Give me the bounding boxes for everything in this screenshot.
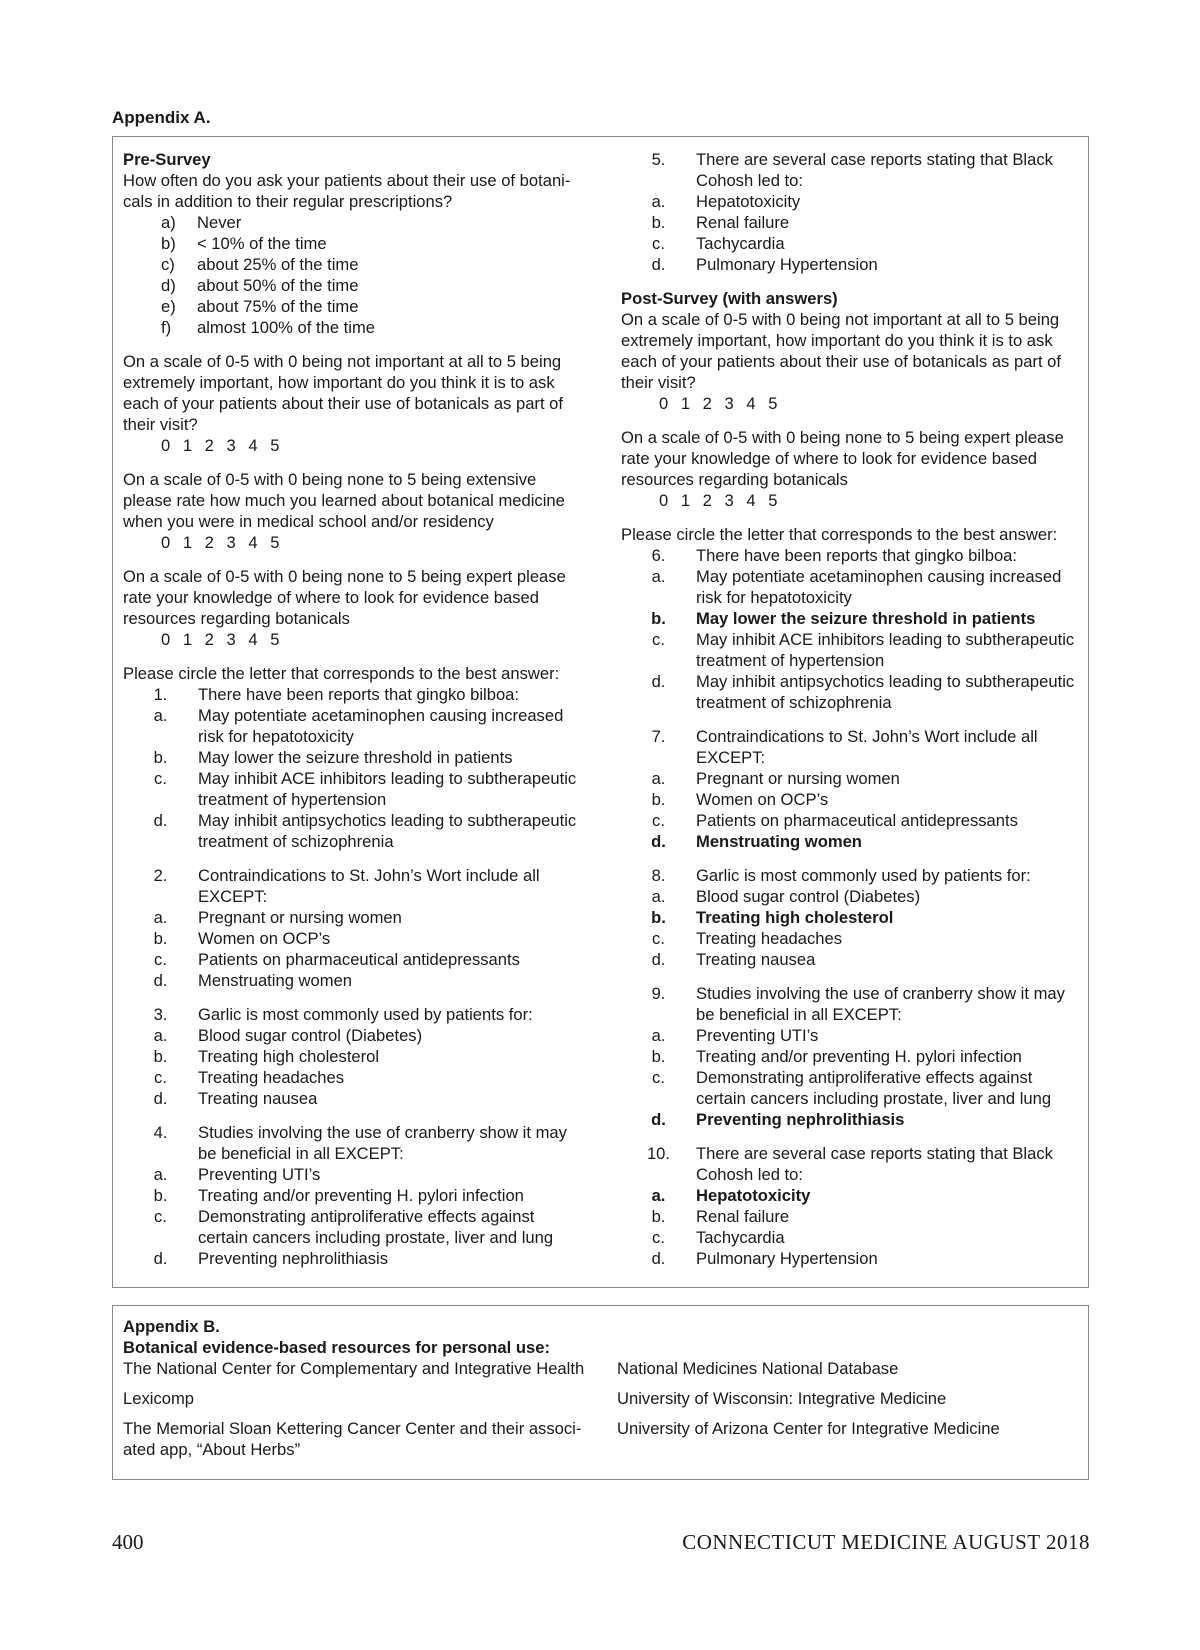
question bbox=[621, 726, 1076, 768]
resources-left bbox=[123, 1316, 593, 1469]
answer-letter: a. bbox=[651, 1186, 666, 1205]
resource-item: The National Center for Complementary and Integrative Health bbox=[123, 1359, 585, 1378]
answer-letter: b. bbox=[651, 609, 666, 628]
answer-option bbox=[621, 1046, 1076, 1067]
question bbox=[621, 1143, 1076, 1185]
importance-question: On a scale of 0-5 with 0 being not important at all to 5 being extremely important, how important do you think it is to ask each of your patients about their use of botanicals as part of their visit? bbox=[621, 310, 1062, 392]
answer-letter: a. bbox=[651, 887, 666, 906]
rating-scale: 0 1 2 3 4 5 bbox=[161, 630, 280, 649]
answer-letter: b. bbox=[153, 1186, 168, 1205]
answer-letter: b. bbox=[153, 929, 168, 948]
frequency-options bbox=[123, 212, 578, 338]
answer-option bbox=[621, 1227, 1076, 1248]
answer-text: Blood sugar control (Diabetes) bbox=[198, 1026, 423, 1045]
question-text: There are several case reports stating that Black Cohosh led to: bbox=[696, 1144, 1053, 1184]
answer-text: Renal failure bbox=[696, 1207, 790, 1226]
answer-option bbox=[621, 1067, 1076, 1109]
answer-letter: a. bbox=[153, 1026, 168, 1045]
question-list bbox=[621, 545, 1076, 1269]
question bbox=[621, 149, 1076, 191]
answer-text: Tachycardia bbox=[696, 234, 785, 253]
question bbox=[621, 545, 1076, 566]
answer-text: Treating headaches bbox=[198, 1068, 345, 1087]
appendix-a-box bbox=[112, 136, 1089, 1288]
answer-letter: b. bbox=[651, 790, 666, 809]
answer-letter: c. bbox=[652, 929, 665, 948]
correct-answer bbox=[621, 608, 1076, 629]
question-number: 2. bbox=[153, 866, 168, 885]
question bbox=[123, 1004, 578, 1025]
answer-text: Hepatotoxicity bbox=[696, 1186, 811, 1205]
answer-letter: c. bbox=[652, 630, 665, 649]
appendix-a-title: Appendix A. bbox=[112, 108, 211, 127]
answer-text: Preventing UTI’s bbox=[696, 1026, 819, 1045]
resource-item: University of Wisconsin: Integrative Medicine bbox=[617, 1389, 947, 1408]
learning-question: On a scale of 0-5 with 0 being none to 5 being extensive please rate how much you learned about botanical medicine when you were in medical school and/or residency bbox=[123, 470, 565, 531]
answer-option bbox=[621, 566, 1076, 608]
answer-option bbox=[621, 1206, 1076, 1227]
question-text: Garlic is most commonly used by patients for: bbox=[696, 866, 1031, 885]
answer-letter: d. bbox=[651, 1110, 666, 1129]
question-number: 4. bbox=[153, 1123, 168, 1142]
question-number: 9. bbox=[651, 984, 666, 1003]
answer-letter: d. bbox=[651, 1249, 666, 1268]
knowledge-question: On a scale of 0-5 with 0 being none to 5 being expert please rate your knowledge of where to look for evidence based resources regarding botanicals bbox=[621, 428, 1064, 489]
answer-letter: c. bbox=[154, 950, 167, 969]
answer-text: Demonstrating antiproliferative effects against certain cancers including prostate, liver and lung bbox=[696, 1068, 1052, 1108]
answer-text: Menstruating women bbox=[198, 971, 353, 990]
answer-letter: b. bbox=[651, 908, 666, 927]
answer-letter: a. bbox=[153, 908, 168, 927]
answer-text: Treating high cholesterol bbox=[198, 1047, 380, 1066]
answer-text: Treating nausea bbox=[696, 950, 816, 969]
answer-option bbox=[123, 1164, 578, 1185]
question bbox=[621, 983, 1076, 1025]
answer-letter: c. bbox=[154, 1068, 167, 1087]
answer-option bbox=[621, 886, 1076, 907]
answer-option bbox=[123, 1248, 578, 1269]
question-number: 6. bbox=[651, 546, 666, 565]
answer-text: Pulmonary Hypertension bbox=[696, 1249, 878, 1268]
answer-option bbox=[123, 907, 578, 928]
answer-text: Patients on pharmaceutical antidepressants bbox=[696, 811, 1018, 830]
answer-option bbox=[123, 1185, 578, 1206]
correct-answer bbox=[621, 831, 1076, 852]
answer-text: Pulmonary Hypertension bbox=[696, 255, 878, 274]
answer-text: May inhibit antipsychotics leading to subtherapeutic treatment of schizophrenia bbox=[696, 672, 1075, 712]
list-item: b) < 10% of the time bbox=[161, 234, 327, 253]
answer-option bbox=[123, 810, 578, 852]
rating-scale: 0 1 2 3 4 5 bbox=[659, 394, 778, 413]
question bbox=[123, 684, 578, 705]
answer-text: Treating nausea bbox=[198, 1089, 318, 1108]
answer-letter: c. bbox=[652, 1068, 665, 1087]
post-survey-heading: Post-Survey (with answers) bbox=[621, 289, 838, 308]
answer-option bbox=[621, 810, 1076, 831]
answer-text: Pregnant or nursing women bbox=[198, 908, 402, 927]
answer-text: Treating and/or preventing H. pylori infection bbox=[696, 1047, 1022, 1066]
answer-text: May lower the seizure threshold in patients bbox=[696, 609, 1036, 628]
answer-option bbox=[621, 1248, 1076, 1269]
question-text: Studies involving the use of cranberry show it may be beneficial in all EXCEPT: bbox=[696, 984, 1065, 1024]
answer-option bbox=[123, 1025, 578, 1046]
answer-letter: b. bbox=[153, 748, 168, 767]
answer-letter: b. bbox=[651, 1047, 666, 1066]
pre-survey-heading: Pre-Survey bbox=[123, 150, 211, 169]
answer-text: May inhibit ACE inhibitors leading to subtherapeutic treatment of hypertension bbox=[198, 769, 577, 809]
answer-letter: c. bbox=[154, 1207, 167, 1226]
answer-text: Women on OCP’s bbox=[198, 929, 331, 948]
answer-option bbox=[123, 1046, 578, 1067]
rating-scale: 0 1 2 3 4 5 bbox=[161, 533, 280, 552]
question-text: Contraindications to St. John’s Wort include all EXCEPT: bbox=[198, 866, 540, 906]
answer-option bbox=[621, 949, 1076, 970]
answer-text: Treating headaches bbox=[696, 929, 843, 948]
list-item: f) almost 100% of the time bbox=[161, 318, 376, 337]
answer-option bbox=[123, 1067, 578, 1088]
correct-answer bbox=[621, 907, 1076, 928]
answer-letter: b. bbox=[651, 1207, 666, 1226]
answer-text: May inhibit ACE inhibitors leading to subtherapeutic treatment of hypertension bbox=[696, 630, 1075, 670]
answer-option bbox=[621, 789, 1076, 810]
question-number: 5. bbox=[651, 150, 666, 169]
answer-letter: c. bbox=[154, 769, 167, 788]
answer-text: Treating and/or preventing H. pylori infection bbox=[198, 1186, 524, 1205]
question-text: Garlic is most commonly used by patients for: bbox=[198, 1005, 533, 1024]
frequency-question: How often do you ask your patients about their use of botani-cals in addition to their regular prescriptions? bbox=[123, 171, 571, 211]
answer-option bbox=[123, 768, 578, 810]
answer-option bbox=[123, 970, 578, 991]
answer-letter: d. bbox=[153, 1089, 168, 1108]
question-text: There are several case reports stating that Black Cohosh led to: bbox=[696, 150, 1053, 190]
answer-option bbox=[123, 1206, 578, 1248]
answer-letter: a. bbox=[651, 192, 666, 211]
question-number: 7. bbox=[651, 727, 666, 746]
page-number: 400 bbox=[112, 1530, 144, 1554]
answer-letter: a. bbox=[153, 706, 168, 725]
answer-text: Pregnant or nursing women bbox=[696, 769, 900, 788]
question-number: 3. bbox=[153, 1005, 168, 1024]
answer-option bbox=[621, 191, 1076, 212]
rating-scale: 0 1 2 3 4 5 bbox=[659, 491, 778, 510]
answer-letter: d. bbox=[651, 950, 666, 969]
question bbox=[123, 865, 578, 907]
answer-text: Treating high cholesterol bbox=[696, 908, 894, 927]
answer-option bbox=[621, 212, 1076, 233]
answer-text: Menstruating women bbox=[696, 832, 862, 851]
answer-letter: a. bbox=[153, 1165, 168, 1184]
question bbox=[123, 1122, 578, 1164]
answer-text: Tachycardia bbox=[696, 1228, 785, 1247]
question-number: 1. bbox=[153, 685, 168, 704]
answer-option bbox=[621, 671, 1076, 713]
answer-letter: b. bbox=[153, 1047, 168, 1066]
question-list bbox=[123, 684, 578, 1269]
appendix-b-subtitle: Botanical evidence-based resources for personal use: bbox=[123, 1338, 550, 1357]
answer-option bbox=[621, 254, 1076, 275]
answer-option bbox=[123, 1088, 578, 1109]
journal-footer: CONNECTICUT MEDICINE AUGUST 2018 bbox=[682, 1530, 1090, 1554]
answer-letter: c. bbox=[652, 811, 665, 830]
question-text: There have been reports that gingko bilboa: bbox=[198, 685, 520, 704]
question-text: Contraindications to St. John’s Wort include all EXCEPT: bbox=[696, 727, 1038, 767]
answer-text: Preventing nephrolithiasis bbox=[696, 1110, 905, 1129]
answer-letter: a. bbox=[651, 567, 666, 586]
answer-option bbox=[621, 629, 1076, 671]
resource-item: National Medicines National Database bbox=[617, 1359, 899, 1378]
list-item: c) about 25% of the time bbox=[161, 255, 359, 274]
circle-instruction: Please circle the letter that corresponds to the best answer: bbox=[621, 525, 1058, 544]
answer-letter: d. bbox=[651, 255, 666, 274]
answer-letter: d. bbox=[153, 971, 168, 990]
answer-option bbox=[621, 233, 1076, 254]
answer-letter: d. bbox=[153, 811, 168, 830]
correct-answer bbox=[621, 1109, 1076, 1130]
question-list bbox=[621, 149, 1076, 275]
answer-letter: c. bbox=[652, 1228, 665, 1247]
list-item: e) about 75% of the time bbox=[161, 297, 359, 316]
answer-text: Demonstrating antiproliferative effects against certain cancers including prostate, liver and lung bbox=[198, 1207, 554, 1247]
answer-option bbox=[123, 949, 578, 970]
resource-item: University of Arizona Center for Integrative Medicine bbox=[617, 1419, 1000, 1438]
post-survey-column bbox=[621, 149, 1076, 1269]
answer-option bbox=[123, 747, 578, 768]
resource-item: The Memorial Sloan Kettering Cancer Center and their associ-ated app, “About Herbs” bbox=[123, 1419, 582, 1459]
answer-option bbox=[621, 768, 1076, 789]
answer-letter: a. bbox=[651, 1026, 666, 1045]
answer-letter: a. bbox=[651, 769, 666, 788]
answer-letter: b. bbox=[651, 213, 666, 232]
appendix-b-box bbox=[112, 1305, 1089, 1480]
answer-text: Preventing UTI’s bbox=[198, 1165, 321, 1184]
answer-letter: d. bbox=[153, 1249, 168, 1268]
question-text: There have been reports that gingko bilboa: bbox=[696, 546, 1018, 565]
resource-item: Lexicomp bbox=[123, 1389, 195, 1408]
answer-text: May inhibit antipsychotics leading to subtherapeutic treatment of schizophrenia bbox=[198, 811, 577, 851]
circle-instruction: Please circle the letter that corresponds to the best answer: bbox=[123, 664, 560, 683]
answer-text: May lower the seizure threshold in patients bbox=[198, 748, 513, 767]
question-number: 10. bbox=[646, 1144, 671, 1163]
answer-option bbox=[621, 928, 1076, 949]
answer-letter: d. bbox=[651, 832, 666, 851]
list-item: a) Never bbox=[161, 213, 242, 232]
appendix-b-title: Appendix B. bbox=[123, 1317, 220, 1336]
answer-letter: c. bbox=[652, 234, 665, 253]
answer-text: Preventing nephrolithiasis bbox=[198, 1249, 389, 1268]
question bbox=[621, 865, 1076, 886]
answer-option bbox=[123, 705, 578, 747]
resources-right bbox=[617, 1358, 1077, 1448]
answer-text: May potentiate acetaminophen causing increased risk for hepatotoxicity bbox=[696, 567, 1062, 607]
answer-text: Renal failure bbox=[696, 213, 790, 232]
answer-text: May potentiate acetaminophen causing increased risk for hepatotoxicity bbox=[198, 706, 564, 746]
question-number: 8. bbox=[651, 866, 666, 885]
answer-text: Patients on pharmaceutical antidepressants bbox=[198, 950, 520, 969]
list-item: d) about 50% of the time bbox=[161, 276, 359, 295]
correct-answer bbox=[621, 1185, 1076, 1206]
answer-letter: d. bbox=[651, 672, 666, 691]
importance-question: On a scale of 0-5 with 0 being not important at all to 5 being extremely important, how important do you think it is to ask each of your patients about their use of botanicals as part of their visit? bbox=[123, 352, 564, 434]
answer-text: Women on OCP’s bbox=[696, 790, 829, 809]
question-text: Studies involving the use of cranberry show it may be beneficial in all EXCEPT: bbox=[198, 1123, 567, 1163]
pre-survey-column bbox=[123, 149, 578, 1269]
answer-option bbox=[123, 928, 578, 949]
answer-text: Hepatotoxicity bbox=[696, 192, 801, 211]
knowledge-question: On a scale of 0-5 with 0 being none to 5 being expert please rate your knowledge of where to look for evidence based resources regarding botanicals bbox=[123, 567, 566, 628]
answer-text: Blood sugar control (Diabetes) bbox=[696, 887, 921, 906]
rating-scale: 0 1 2 3 4 5 bbox=[161, 436, 280, 455]
answer-option bbox=[621, 1025, 1076, 1046]
